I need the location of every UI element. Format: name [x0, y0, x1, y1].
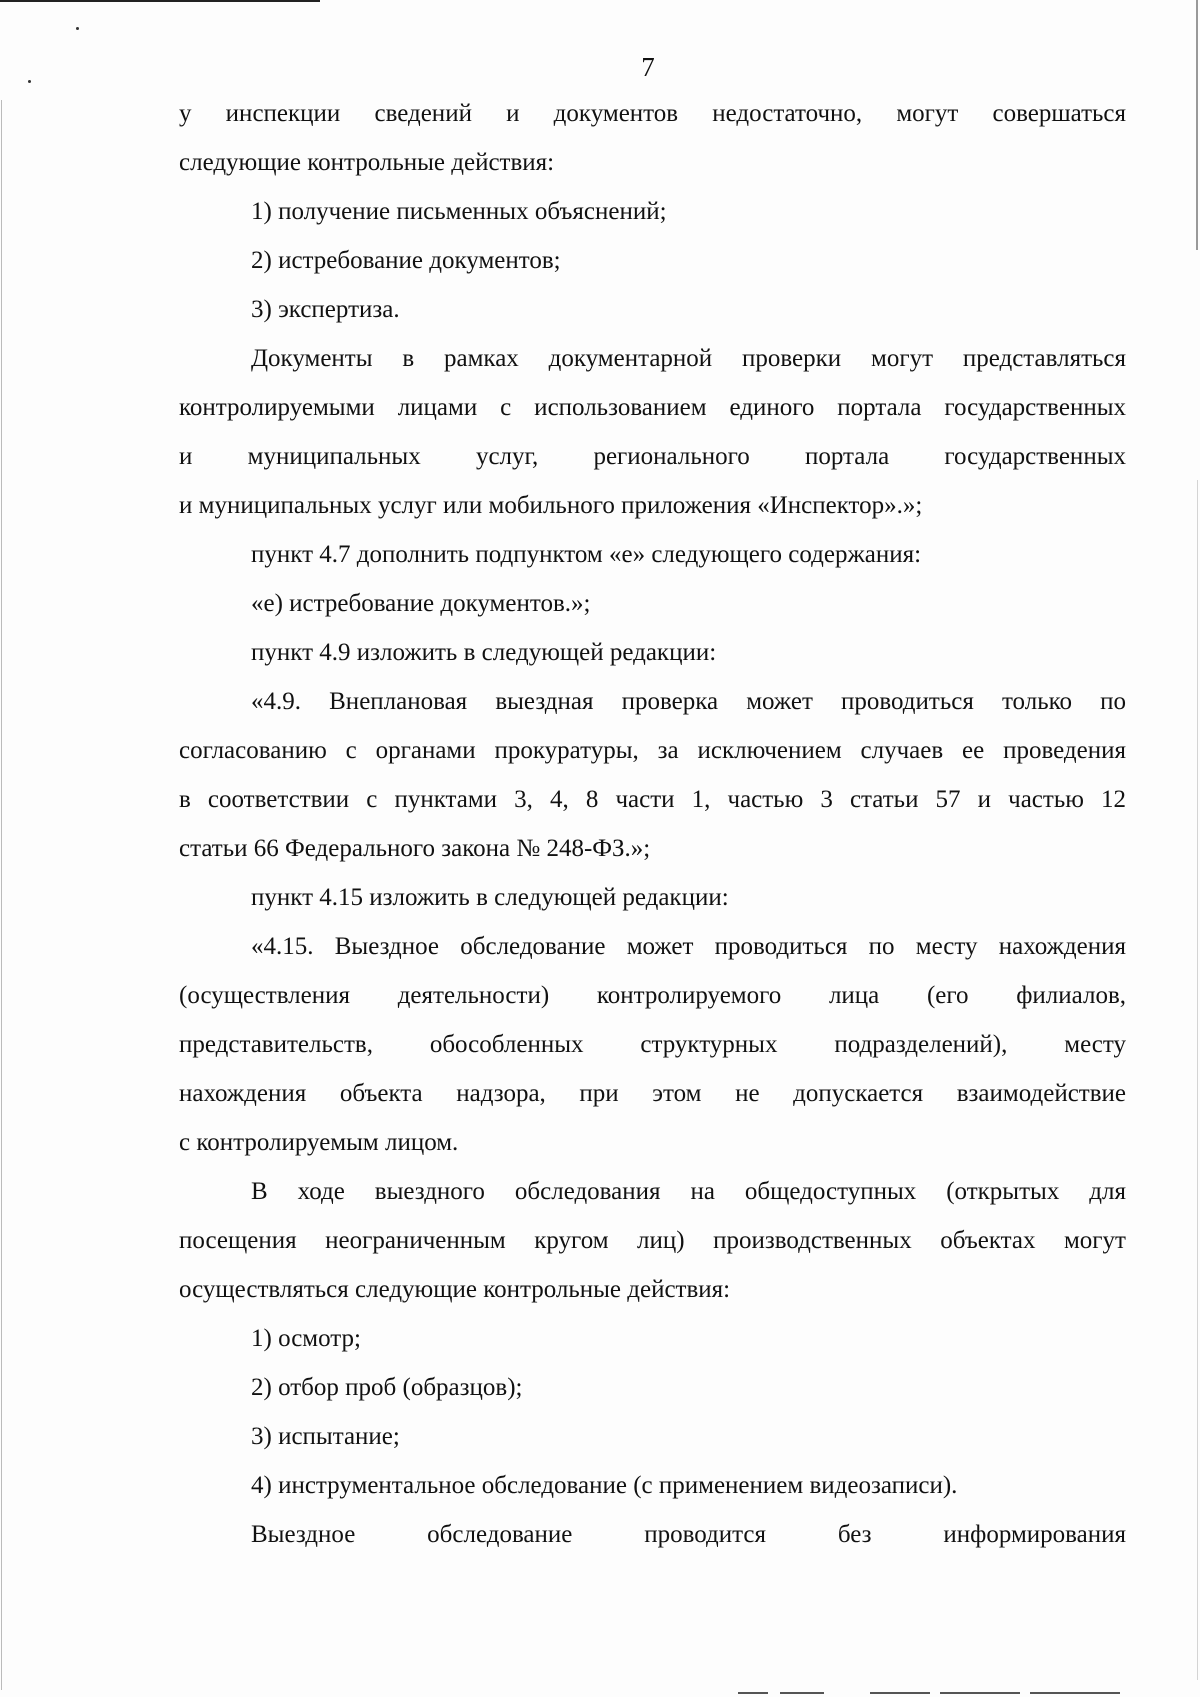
scan-artifact-dash	[940, 1692, 1020, 1694]
scan-artifact-right-edge-lower	[1197, 480, 1198, 1680]
list-item: 2) отбор проб (образцов);	[251, 1374, 523, 1401]
list-item: 1) осмотр;	[251, 1325, 361, 1352]
paragraph-first-line: Документы в рамках документарной проверки могут представляться	[251, 345, 1126, 372]
scan-artifact-right-edge	[1196, 0, 1198, 250]
text-line: нахождения объекта надзора, при этом не допускается взаимодействие	[179, 1080, 1126, 1107]
text-line: посещения неограниченным кругом лиц) производственных объектах могут	[179, 1227, 1126, 1254]
scan-artifact-dash	[780, 1692, 824, 1694]
scan-artifact-dash	[738, 1692, 768, 1694]
text-line: контролируемыми лицами с использованием единого портала государственных	[179, 394, 1126, 421]
text-line: следующие контрольные действия:	[179, 149, 555, 176]
list-item: 3) экспертиза.	[251, 296, 400, 323]
scan-artifact-dot	[76, 27, 79, 30]
list-item: 3) испытание;	[251, 1423, 400, 1450]
text-line: в соответствии с пунктами 3, 4, 8 части 1, частью 3 статьи 57 и частью 12	[179, 786, 1126, 813]
paragraph-first-line: Выездное обследование проводится без информирования	[251, 1521, 1126, 1548]
text-line: и муниципальных услуг, регионального портала государственных	[179, 443, 1126, 470]
text-line: у инспекции сведений и документов недостаточно, могут совершаться	[179, 100, 1126, 127]
scan-artifact-left-edge	[1, 100, 2, 1690]
text-line: осуществляться следующие контрольные действия:	[179, 1276, 731, 1303]
text-line: согласованию с органами прокуратуры, за исключением случаев ее проведения	[179, 737, 1126, 764]
text-line: статьи 66 Федерального закона № 248-ФЗ.»;	[179, 835, 651, 862]
paragraph-first-line: В ходе выездного обследования на общедоступных (открытых для	[251, 1178, 1126, 1205]
paragraph-first-line: пункт 4.7 дополнить подпунктом «е» следующего содержания:	[251, 541, 922, 568]
scan-artifact-dash	[870, 1692, 930, 1694]
paragraph-first-line: пункт 4.15 изложить в следующей редакции:	[251, 884, 729, 911]
page-number: 7	[641, 52, 655, 82]
paragraph-first-line: «е) истребование документов.»;	[251, 590, 591, 617]
text-line: (осуществления деятельности) контролируемого лица (его филиалов,	[179, 982, 1126, 1009]
list-item: 2) истребование документов;	[251, 247, 561, 274]
scan-artifact-top-line	[0, 0, 320, 2]
document-body	[179, 93, 1126, 1563]
list-item: 1) получение письменных объяснений;	[251, 198, 667, 225]
list-item: 4) инструментальное обследование (с применением видеозаписи).	[251, 1472, 958, 1499]
scan-artifact-dash	[1030, 1692, 1120, 1694]
paragraph-first-line: пункт 4.9 изложить в следующей редакции:	[251, 639, 717, 666]
paragraph-first-line: «4.15. Выездное обследование может проводиться по месту нахождения	[251, 933, 1126, 960]
text-line: представительств, обособленных структурных подразделений), месту	[179, 1031, 1126, 1058]
paragraph-first-line: «4.9. Внеплановая выездная проверка может проводиться только по	[251, 688, 1126, 715]
text-line: и муниципальных услуг или мобильного приложения «Инспектор».»;	[179, 492, 923, 519]
text-line: с контролируемым лицом.	[179, 1129, 459, 1156]
